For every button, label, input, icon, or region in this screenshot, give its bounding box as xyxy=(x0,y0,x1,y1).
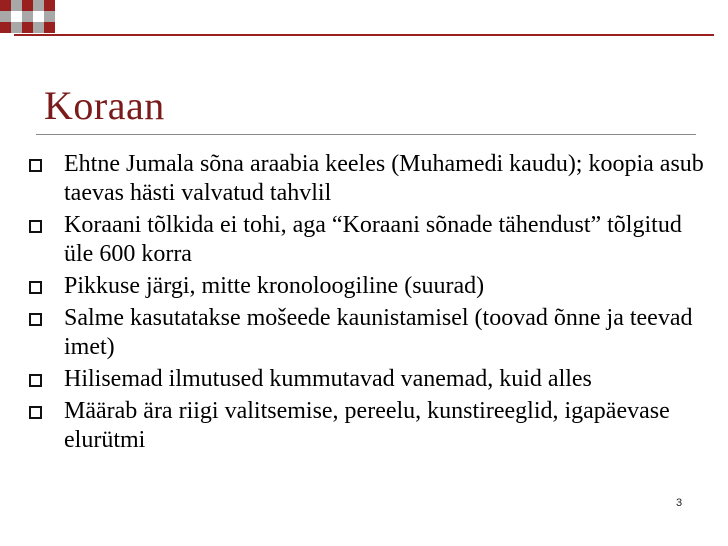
bullet-list xyxy=(0,150,728,458)
bullet-item xyxy=(0,365,728,394)
square-bullet-icon xyxy=(29,281,42,294)
bullet-item xyxy=(0,150,728,208)
slide-title: Koraan xyxy=(44,83,165,128)
bullet-text: Salme kasutatakse mošeede kaunistamisel (toovad õnne ja teevad imet) xyxy=(64,305,693,360)
square-bullet-icon xyxy=(29,313,42,326)
bullet-text: Ehtne Jumala sõna araabia keeles (Muhamedi kaudu); koopia asub taevas hästi valvatud tahvlil xyxy=(64,151,704,206)
square-bullet-icon xyxy=(29,220,42,233)
bullet-item xyxy=(0,272,728,301)
bullet-item xyxy=(0,211,728,269)
top-accent-line xyxy=(14,34,714,36)
square-bullet-icon xyxy=(29,406,42,419)
bullet-text: Koraani tõlkida ei tohi, aga “Koraani sõnade tähendust” tõlgitud üle 600 korra xyxy=(64,212,682,267)
square-bullet-icon xyxy=(29,159,42,172)
square-bullet-icon xyxy=(29,374,42,387)
bullet-text: Hilisemad ilmutused kummutavad vanemad, kuid alles xyxy=(64,366,592,392)
bullet-text: Pikkuse järgi, mitte kronoloogiline (suurad) xyxy=(64,273,485,299)
bullet-item xyxy=(0,304,728,362)
title-divider xyxy=(36,134,696,135)
bullet-text: Määrab ära riigi valitsemise, pereelu, kunstireeglid, igapäevase elurütmi xyxy=(64,398,670,453)
page-number: 3 xyxy=(676,497,683,509)
bullet-item xyxy=(0,397,728,455)
